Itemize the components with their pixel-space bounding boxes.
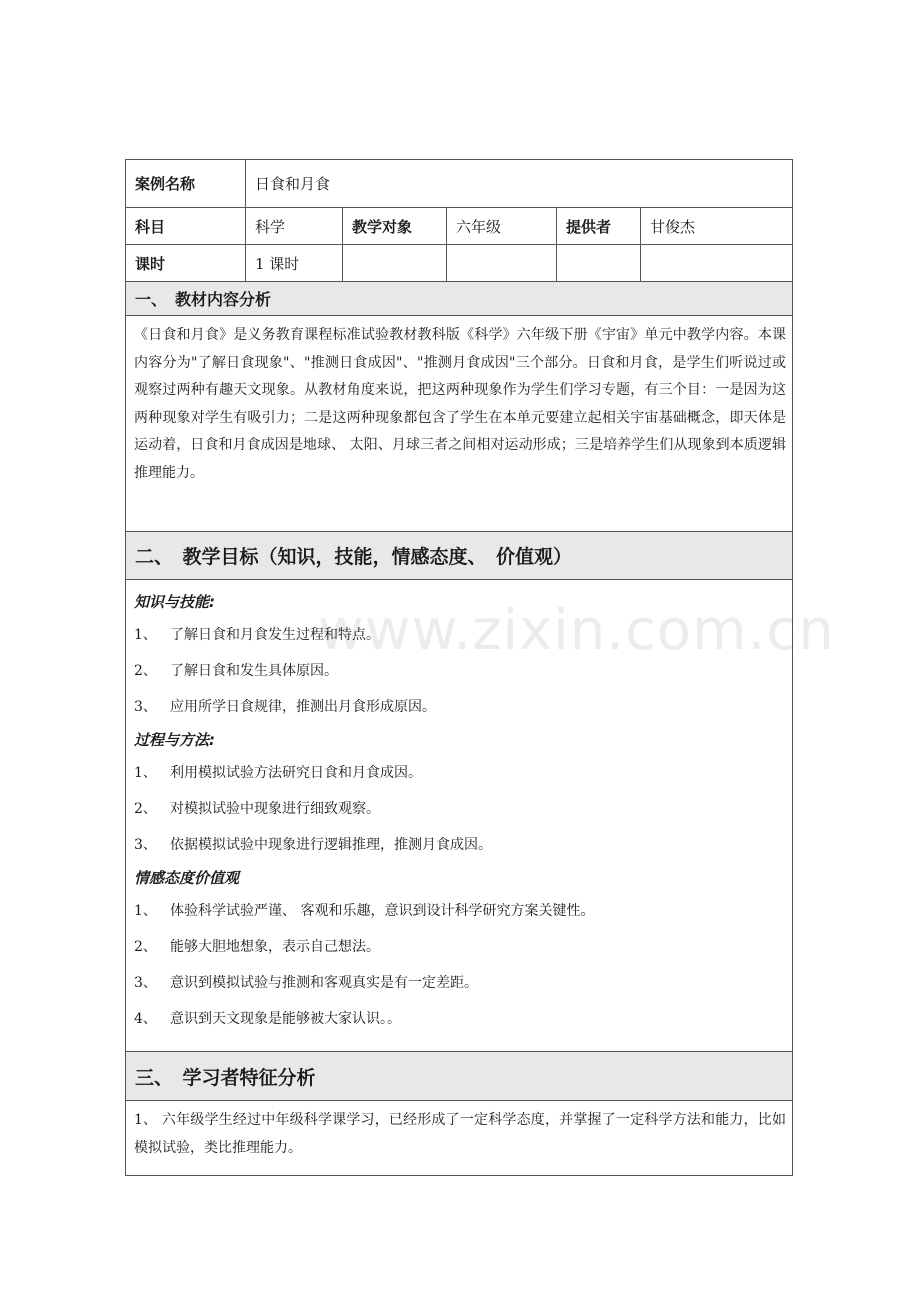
list-item bbox=[134, 688, 784, 724]
list-item bbox=[134, 964, 784, 1000]
knowledge-skills-heading: 知识与技能: bbox=[134, 592, 215, 611]
item-text: 了解日食和月食发生过程和特点。 bbox=[170, 627, 380, 643]
item-number: 3、 bbox=[134, 975, 157, 991]
item-text: 依据模拟试验中现象进行逻辑推理，推测月食成因。 bbox=[170, 837, 492, 853]
item-text: 了解日食和发生具体原因。 bbox=[170, 663, 338, 679]
item-text: 对模拟试验中现象进行细致观察。 bbox=[170, 801, 380, 817]
watermark: www.zixin.com.cn bbox=[318, 598, 835, 663]
list-item bbox=[134, 652, 784, 688]
item-number: 2、 bbox=[134, 801, 157, 817]
section2-body bbox=[126, 580, 792, 1051]
process-methods-heading: 过程与方法: bbox=[134, 730, 215, 749]
item-number: 1、 bbox=[134, 903, 157, 919]
list-item bbox=[134, 754, 784, 790]
item-text: 利用模拟试验方法研究日食和月食成因。 bbox=[170, 765, 422, 781]
section2-title: 二、 教学目标（知识，技能，情感态度、 价值观） bbox=[135, 546, 573, 568]
subject-row bbox=[126, 208, 792, 245]
list-item bbox=[134, 1000, 784, 1036]
empty-cell bbox=[447, 245, 557, 281]
section1-body: 《日食和月食》是义务教育课程标准试验教材教科版《科学》六年级下册《宇宙》单元中教学内容。本课内容分为"了解日食现象"、"推测日食成因"、"推测月食成因"三个部分。日食和月食，是学生们听说过或观察过两种有趣天文现象。从教材角度来说，把这两种现象作为学生们学习专题，有三个目：一是因为这两种现象对学生有吸引力；二是这两种现象都包含了学生在本单元要建立起相关宇宙基础概念，即天体是运动着，日食和月食成因是地球、 太阳、月球三者之间相对运动形成；三是培养学生们从现象到本质逻辑推理能力。 bbox=[134, 327, 786, 481]
case-name-row bbox=[126, 160, 792, 208]
subject-label: 科目 bbox=[126, 208, 246, 244]
list-item bbox=[134, 928, 784, 964]
section3-title: 三、 学习者特征分析 bbox=[135, 1066, 316, 1089]
section2-body-row bbox=[126, 580, 792, 1052]
item-number: 1、 bbox=[134, 765, 157, 781]
item-text: 能够大胆地想象，表示自己想法。 bbox=[170, 939, 380, 955]
item-number: 1、 bbox=[134, 627, 157, 643]
item-text: 应用所学日食规律，推测出月食形成原因。 bbox=[170, 699, 436, 715]
section3-body: 1、 六年级学生经过中年级科学课学习，已经形成了一定科学态度，并掌握了一定科学方法和能力，比如模拟试验，类比推理能力。 bbox=[134, 1112, 786, 1156]
item-number: 2、 bbox=[134, 663, 157, 679]
section3-body-row bbox=[126, 1101, 792, 1175]
empty-cell bbox=[343, 245, 447, 281]
case-name-value: 日食和月食 bbox=[255, 175, 331, 193]
list-item bbox=[134, 790, 784, 826]
hours-row bbox=[126, 245, 792, 282]
section1-header bbox=[126, 282, 792, 316]
list-item bbox=[134, 826, 784, 862]
empty-cell bbox=[557, 245, 641, 281]
item-number: 3、 bbox=[134, 837, 157, 853]
provider-label: 提供者 bbox=[557, 208, 641, 244]
list-item bbox=[134, 892, 784, 928]
provider-value: 甘俊杰 bbox=[650, 217, 696, 236]
section1-body-row bbox=[126, 316, 792, 532]
audience-label: 教学对象 bbox=[343, 208, 447, 244]
list-item bbox=[134, 616, 784, 652]
subject-value: 科学 bbox=[246, 208, 343, 244]
empty-cell bbox=[641, 245, 792, 281]
audience-value: 六年级 bbox=[447, 208, 557, 244]
item-text: 意识到天文现象是能够被大家认识。。 bbox=[170, 1011, 401, 1027]
item-text: 意识到模拟试验与推测和客观真实是有一定差距。 bbox=[170, 975, 478, 991]
lesson-plan-table bbox=[125, 159, 793, 1176]
case-name-label: 案例名称 bbox=[126, 160, 246, 207]
item-text: 体验科学试验严谨、 客观和乐趣，意识到设计科学研究方案关键性。 bbox=[170, 903, 595, 919]
section2-header bbox=[126, 532, 792, 580]
item-number: 4、 bbox=[134, 1011, 157, 1027]
section1-title: 一、 教材内容分析 bbox=[135, 290, 272, 309]
item-number: 3、 bbox=[134, 699, 157, 715]
hours-value: 1 课时 bbox=[246, 245, 343, 281]
section3-header bbox=[126, 1052, 792, 1101]
hours-label: 课时 bbox=[126, 245, 246, 281]
item-number: 2、 bbox=[134, 939, 157, 955]
attitude-values-heading: 情感态度价值观 bbox=[134, 868, 240, 887]
